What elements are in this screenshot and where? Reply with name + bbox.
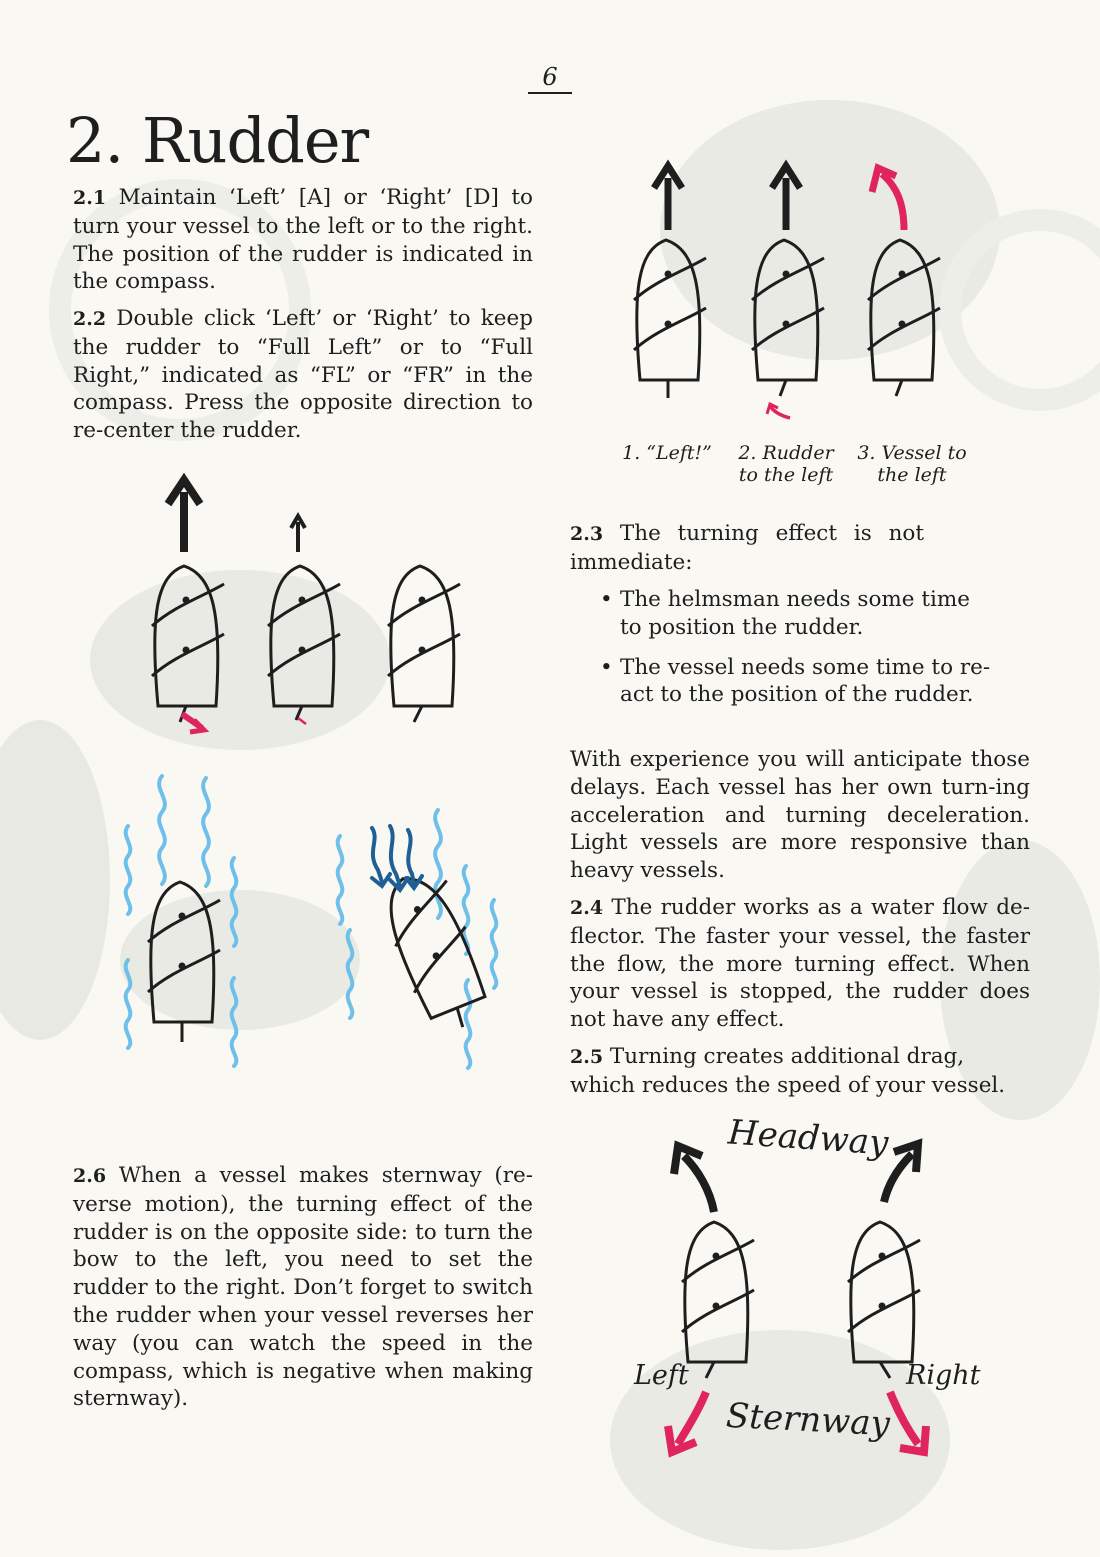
experience-paragraph — [570, 746, 1030, 885]
section-number: 2.3 — [570, 523, 604, 545]
caption-2 — [728, 442, 844, 486]
boat-3 — [868, 168, 940, 396]
rudder-sequence-illustration — [620, 150, 980, 430]
section-text: Turning creates additional drag, which reduces the speed of your vessel. — [570, 1044, 1006, 1098]
section-2-6 — [73, 1162, 533, 1413]
section-number: 2.1 — [73, 187, 107, 209]
diagram-boat-right — [848, 1222, 920, 1378]
section-2-3 — [570, 520, 1030, 577]
water-waves-right — [338, 810, 497, 1068]
experience-text: With experience you will anticipate those delays. Each vessel has her own turn-ing acceleration and turning deceleration. Light vessels are more responsive than heavy vessels. — [570, 747, 1030, 884]
page-number: 6 — [528, 62, 572, 94]
bullet-list — [598, 586, 998, 721]
boat-no-arrow — [388, 566, 460, 722]
bullet-item: • The helmsman needs some time to position the rudder. — [598, 586, 998, 642]
section-text: The turning effect is not immediate: — [570, 521, 924, 575]
label-right: Right — [906, 1360, 981, 1391]
page-title: 2. Rudder — [66, 104, 369, 177]
water-flow-illustration — [110, 770, 510, 1090]
bullet-item: • The vessel needs some time to re-act to the position of the rudder. — [598, 654, 998, 710]
section-number: 2.5 — [570, 1046, 604, 1068]
diagram-boat-left — [682, 1222, 754, 1378]
section-text: When a vessel makes sternway (re-verse motion), the turning effect of the rudder is on the opposite side: to turn the bow to the left, you need to set the rudder to the right. Don’t forget to switch the rudder when your vessel reverses her way (you can watch the speed in the compass, which is negative when making sternway). — [73, 1163, 533, 1412]
boat-large-arrow — [152, 480, 224, 732]
caption-1: 1. “Left!” — [622, 442, 712, 464]
section-2-5 — [570, 1043, 1030, 1100]
section-2-1 — [73, 184, 533, 296]
caption-3-line-1: 3. Vessel to — [857, 442, 967, 464]
section-number: 2.4 — [570, 897, 604, 919]
boat-small-arrow — [268, 516, 340, 724]
caption-3 — [852, 442, 972, 486]
rudder-force-illustration — [140, 470, 470, 740]
caption-2-line-2: to the left — [738, 464, 834, 486]
label-headway: Headway — [726, 1112, 890, 1164]
label-sternway: Sternway — [725, 1395, 891, 1445]
section-number: 2.2 — [73, 308, 107, 330]
section-text: Maintain ‘Left’ [A] or ‘Right’ [D] to turn your vessel to the left or to the right. The position of the rudder is indicated in the compass. — [73, 185, 533, 295]
caption-3-line-2: the left — [877, 464, 947, 486]
label-left: Left — [634, 1360, 689, 1391]
section-number: 2.6 — [73, 1165, 107, 1187]
section-2-2 — [73, 305, 533, 445]
section-2-4 — [570, 894, 1030, 1034]
caption-2-line-1: 2. Rudder — [738, 442, 834, 464]
boat-2 — [752, 166, 824, 418]
section-text: Double click ‘Left’ or ‘Right’ to keep the rudder to “Full Left” or to “Full Right,” indicated as “FL” or “FR” in the compass. Press the opposite direction to re-center the rudder. — [73, 306, 533, 444]
boat-water-straight — [148, 882, 220, 1042]
section-text: The rudder works as a water flow de-flector. The faster your vessel, the faster the flow, the more turning effect. When your vessel is stopped, the rudder does not have any effect. — [570, 895, 1030, 1033]
deflected-flow-arrows — [372, 826, 422, 890]
boat-1 — [634, 166, 706, 398]
